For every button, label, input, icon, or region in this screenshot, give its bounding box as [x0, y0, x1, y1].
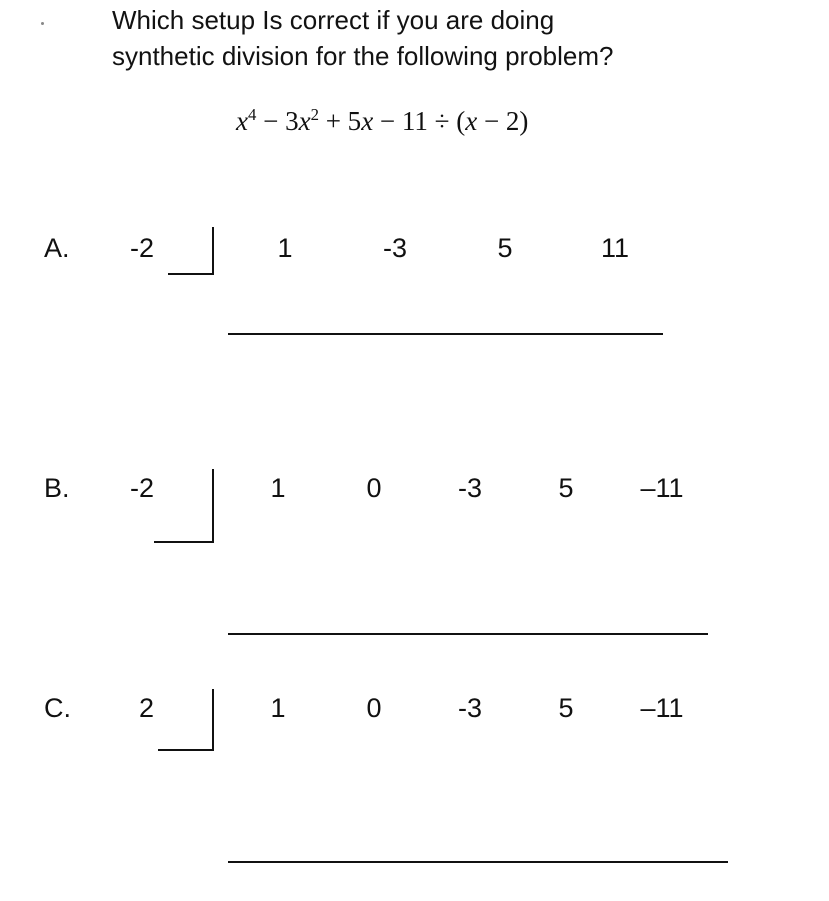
choice-a-coefficient-4: 11 [600, 233, 630, 263]
choice-a-label: A. [44, 233, 70, 263]
choice-a-coefficients [230, 233, 670, 264]
question-line-2: synthetic division for the following problem? [112, 41, 614, 71]
expression-plus-term: + 5 [318, 106, 362, 136]
choice-b-coefficient-5: –11 [640, 473, 684, 503]
choice-b-sum-rule [228, 633, 708, 635]
expression-exponent-2: 2 [310, 105, 319, 124]
choice-c-coefficient-1: 1 [270, 693, 286, 723]
choice-a-divisor: -2 [129, 233, 154, 263]
choice-b-coefficient-3: -3 [457, 473, 482, 503]
choice-c-bracket-horizontal [158, 749, 214, 751]
choice-b-divisor: -2 [129, 473, 154, 503]
expression-divisor-close: − 2) [477, 106, 529, 136]
expression-var-4: x [465, 106, 478, 136]
expression-var-3: x [361, 106, 374, 136]
choice-a-bracket-horizontal [168, 273, 214, 275]
expression-exponent-1: 4 [247, 105, 257, 124]
choice-c-divisor: 2 [138, 693, 154, 723]
answer-choice-c[interactable] [44, 675, 804, 795]
choice-a-bracket-vertical [212, 227, 214, 275]
choice-a-coefficient-3: 5 [497, 233, 513, 263]
choice-b-coefficient-4: 5 [558, 473, 574, 503]
choice-c-coefficient-5: –11 [640, 693, 684, 723]
question-text [112, 2, 802, 74]
choice-c-coefficient-3: -3 [457, 693, 482, 723]
expression-base: x [236, 106, 248, 136]
answer-choice-b[interactable] [44, 455, 804, 575]
expression-constant-term: − 11 [373, 106, 435, 136]
choice-b-coefficient-2: 0 [366, 473, 382, 503]
choice-c-bracket-vertical [212, 689, 214, 749]
choice-c-sum-rule [228, 861, 728, 863]
choice-c-label: C. [44, 693, 71, 723]
choice-b-coefficient-1: 1 [270, 473, 286, 503]
choice-b-label: B. [44, 473, 70, 503]
choice-a-sum-rule [228, 333, 663, 335]
answer-choice-a[interactable] [44, 215, 744, 335]
choice-c-coefficient-2: 0 [366, 693, 382, 723]
choice-a-coefficient-2: -3 [382, 233, 407, 263]
expression-divide-symbol: ÷ ( [434, 106, 466, 136]
choice-b-coefficients [230, 473, 710, 504]
choice-c-coefficient-4: 5 [558, 693, 574, 723]
question-line-1: Which setup Is correct if you are doing [112, 5, 555, 35]
expression-minus-term: − 3 [256, 106, 299, 136]
choice-b-bracket-vertical [212, 469, 214, 541]
polynomial-expression [236, 98, 528, 138]
choice-b-bracket-horizontal [154, 541, 214, 543]
expression-var-2: x [298, 106, 311, 136]
scan-artifact-dot [41, 22, 44, 25]
choice-c-coefficients [230, 693, 710, 724]
choice-a-coefficient-1: 1 [277, 233, 293, 263]
